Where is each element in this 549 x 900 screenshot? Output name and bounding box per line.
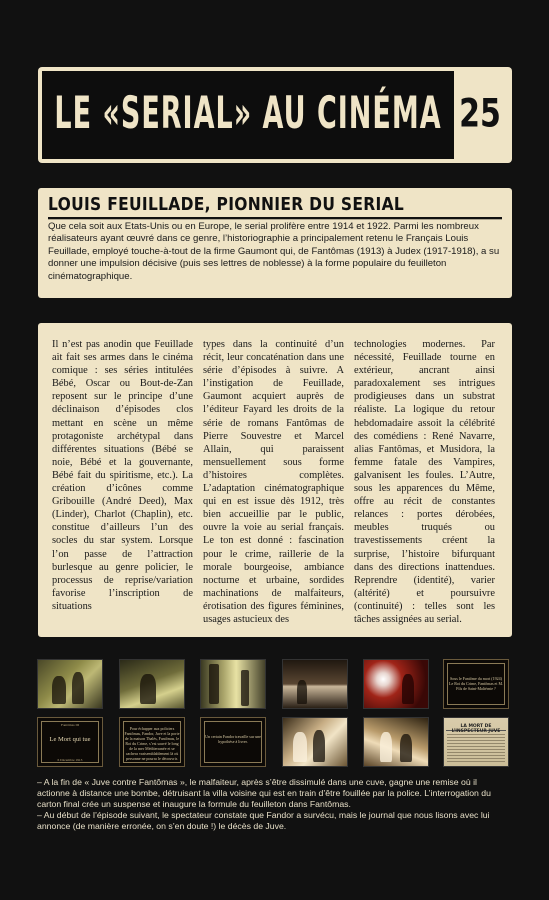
caption-2: – Au début de l’épisode suivant, le spectateur constate que Fandor a survécu, mais le journal que nous lisons avec lui annonce (de manière erronée, on s’en doute !) le décès de Juve.: [37, 809, 490, 831]
newspaper-still: [443, 717, 509, 767]
page-number: 25: [459, 91, 501, 138]
intertitle-top: Fantômas III: [61, 723, 79, 727]
intro-heading: LOUIS FEUILLADE, PIONNIER DU SERIAL: [48, 194, 502, 219]
film-still-4: [282, 659, 348, 709]
header-title-panel: [42, 71, 454, 159]
page-title: LE «SERIAL» AU CINÉMA: [54, 88, 442, 140]
intertitle-text: Un certain Fandor travaille sur une hypothèse à livrer.: [205, 734, 261, 744]
header-banner: [38, 67, 512, 163]
article-panel: [38, 323, 512, 637]
intertitle-text: Pour échapper aux policiers Fantômas, Fandor, Juve et la porte de la maison Thalès, Fantômas, le Roi du Crime, s’est sauvé le long de la mer Méditerranée et se cachera vraisemblablement là où personne ne pourra le découvrir.: [124, 726, 180, 761]
intertitle-title: Le Mort qui tue: [49, 736, 91, 743]
intertitle-text: Sous le Fantôme du mort (1924) Le Roi du Crime, Fantômas et M. Fils de Saint-Maltérnie ?: [449, 676, 503, 691]
captions: [37, 777, 511, 832]
intertitle-card-4: [443, 659, 509, 709]
intro-panel: [38, 188, 512, 298]
film-stills-strip: [37, 659, 511, 769]
intertitle-card-3: [200, 717, 266, 767]
intertitle-date: 6 Décembre 1913: [57, 758, 83, 762]
intertitle-card-2: [119, 717, 185, 767]
film-still-3: [200, 659, 266, 709]
film-still-1: [37, 659, 103, 709]
article-column-2: types dans la continuité d’un récit, leur concaténation dans une série d’épisodes à suivre. A l’instigation de Feuillade, Gaumont acquiert auprès de l’éditeur Fayard les droits de la série de romans Fantômas de Pierre Souvestre et Marcel Allain, qui paraissent mensuellement sous forme d’histoires complètes. L’adaptation cinématographique qui en est issue dès 1912, très bien accueillie par le public, ouvre la voie au serial français. Le ton est donné : fascination pour le crime, raillerie de la morale bourgeoise, ambiance nocturne et urbaine, sordides machinations de malfaiteurs, érotisation des figures féminines, usages astucieux des: [203, 339, 344, 625]
film-still-5: [363, 659, 429, 709]
intro-text: Que cela soit aux Etats-Unis ou en Europe, le serial prolifère entre 1914 et 1922. Parmi les nombreux réalisateurs ayant œuvré dans ce genre, l’historiographie a principalement retenu le Français Louis Feuillade, employé touche-à-tout de la firme Gaumont qui, de Fantômas (1913) à Judex (1917-1918), a su donner une impulsion décisive (puis ses lettres de noblesse) à la forme populaire du feuilleton cinématographique.: [48, 221, 500, 282]
intertitle-card-1: [37, 717, 103, 767]
newspaper-headline: LA MORT DE L’INSPECTEUR JUVE: [446, 724, 506, 731]
article-column-3: technologies modernes. Par nécessité, Feuillade tourne en extérieur, ancrant ainsi paradoxalement ses intrigues prodigieuses dans un substrat réaliste. La logique du retour hebdomadaire assoit la célébrité des comédiens : René Navarre, alias Fantômas, et Musidora, la femme fatale des Vampires, galvanisent les foules. L’Autre, sous les apparences du Même, offre au récit de constantes relances : portes dérobées, meubles truqués ou travestissements créent la surprise, l’histoire bifurquant dans des directions inattendues. Reprendre (identité), varier (altérité) et poursuivre (continuité) : telles sont les tâches assignées au serial.: [354, 339, 495, 625]
caption-1: – A la fin de « Juve contre Fantômas », le malfaiteur, après s’être dissimulé dans une cuve, gagne une remise où il actionne à distance une bombe, détruisant la villa voisine qui est en train d’être fouillée par la police. L’interrogation du carton final crée un suspense et inaugure la formule du feuilleton dans Fantômas.: [37, 777, 491, 809]
film-still-6: [282, 717, 348, 767]
article-column-1: Il n’est pas anodin que Feuillade ait fait ses armes dans le cinéma comique : ses séries intitulées Bébé, Oscar ou Bout-de-Zan reposent sur le principe d’une déclinaison d’épisodes clos mettant en scène un même protagoniste archétypal dans différentes situations (Bébé se noie, Bébé et la gouvernante, Bébé fait du spiritisme, etc.). La création d’icônes comme Gribouille (André Deed), Max (Linder), Charlot (Chaplin), etc. constitue d’ailleurs l’un des socles du star system. Lorsque l’on passe de l’attraction burlesque au genre policier, le processus de reprise/variation favorise l’inscription de situations: [52, 339, 193, 612]
film-still-2: [119, 659, 185, 709]
film-still-7: [363, 717, 429, 767]
